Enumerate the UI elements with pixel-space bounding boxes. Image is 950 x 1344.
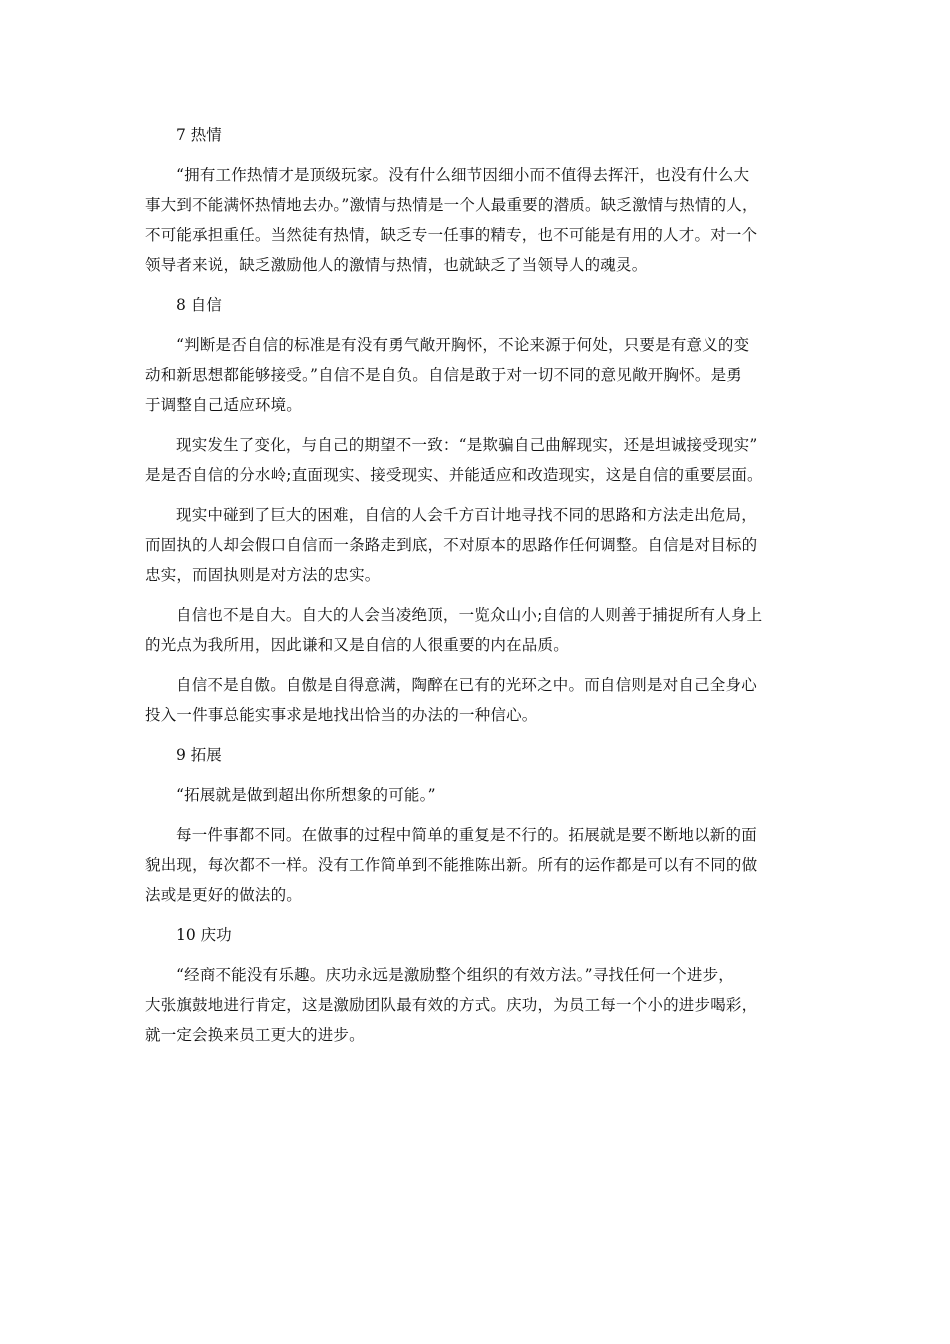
- paragraph-line: 现实中碰到了巨大的困难，自信的人会千方百计地寻找不同的思路和方法走出危局，: [176, 506, 757, 524]
- paragraph-line: 每一件事都不同。在做事的过程中简单的重复是不行的。拓展就是要不断地以新的面: [176, 826, 757, 844]
- paragraph-line: 事大到不能满怀热情地去办。”激情与热情是一个人最重要的潜质。缺乏激情与热情的人，: [145, 196, 758, 214]
- section-heading: 8 自信: [176, 296, 222, 314]
- paragraph-line: 的光点为我所用，因此谦和又是自信的人很重要的内在品质。: [145, 636, 569, 654]
- paragraph-line: 大张旗鼓地进行肯定，这是激励团队最有效的方式。庆功，为员工每一个小的进步喝彩，: [145, 996, 758, 1014]
- paragraph-line: 于调整自己适应环境。: [145, 396, 303, 414]
- paragraph-line: 现实发生了变化，与自己的期望不一致：“是欺骗自己曲解现实，还是坦诚接受现实”: [176, 436, 758, 454]
- paragraph-line: 自信也不是自大。自大的人会当凌绝顶，一览众山小;自信的人则善于捕捉所有人身上: [176, 606, 763, 624]
- paragraph-line: 领导者来说，缺乏激励他人的激情与热情，也就缺乏了当领导人的魂灵。: [145, 256, 648, 274]
- paragraph-line: 忠实，而固执则是对方法的忠实。: [145, 566, 381, 584]
- paragraph-line: “拓展就是做到超出你所想象的可能。”: [176, 786, 436, 804]
- paragraph: [145, 960, 805, 1050]
- paragraph-line: 是是否自信的分水岭;直面现实、接受现实、并能适应和改造现实，这是自信的重要层面。: [145, 466, 763, 484]
- paragraph-line: “判断是否自信的标准是有没有勇气敞开胸怀，不论来源于何处，只要是有意义的变: [176, 336, 750, 354]
- section-heading: 10 庆功: [176, 926, 232, 944]
- paragraph-line: 不可能承担重任。当然徒有热情，缺乏专一任事的精专，也不可能是有用的人才。对一个: [145, 226, 758, 244]
- paragraph-line: 就一定会换来员工更大的进步。: [145, 1026, 365, 1044]
- paragraph: [145, 330, 805, 420]
- paragraph-line: 动和新思想都能够接受。”自信不是自负。自信是敢于对一切不同的意见敞开胸怀。是勇: [145, 366, 742, 384]
- paragraph-line: 而固执的人却会假口自信而一条路走到底，不对原本的思路作任何调整。自信是对目标的: [145, 536, 758, 554]
- paragraph-line: 投入一件事总能实事求是地找出恰当的办法的一种信心。: [145, 706, 538, 724]
- paragraph: [145, 820, 805, 910]
- paragraph: [145, 500, 805, 590]
- paragraph: [145, 430, 805, 490]
- paragraph-line: 法或是更好的做法的。: [145, 886, 303, 904]
- paragraph-line: “拥有工作热情才是顶级玩家。没有什么细节因细小而不值得去挥汗，也没有什么大: [176, 166, 750, 184]
- paragraph-line: “经商不能没有乐趣。庆功永远是激励整个组织的有效方法。”寻找任何一个进步，: [176, 966, 735, 984]
- paragraph: [145, 670, 805, 730]
- paragraph-line: 貌出现，每次都不一样。没有工作简单到不能推陈出新。所有的运作都是可以有不同的做: [145, 856, 758, 874]
- section-heading: 9 拓展: [176, 746, 222, 764]
- section-heading: 7 热情: [176, 126, 222, 144]
- paragraph: [145, 780, 805, 810]
- paragraph: [145, 600, 805, 660]
- document-body: [145, 120, 805, 1060]
- paragraph-line: 自信不是自傲。自傲是自得意满，陶醉在已有的光环之中。而自信则是对自己全身心: [176, 676, 757, 694]
- paragraph: [145, 160, 805, 280]
